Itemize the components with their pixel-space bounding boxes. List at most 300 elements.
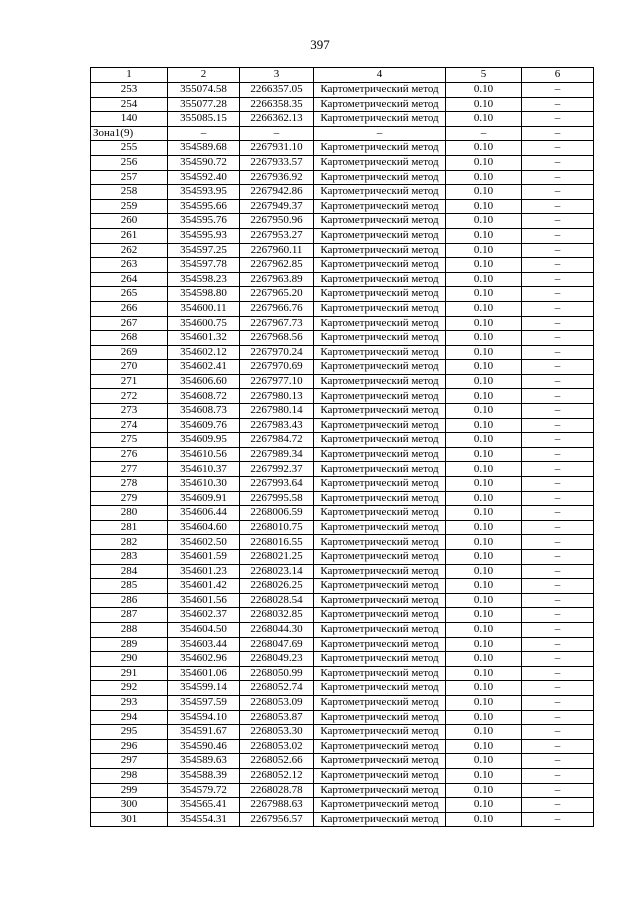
method-cell: Картометрический метод bbox=[314, 433, 446, 448]
table-row bbox=[91, 462, 594, 477]
point-number-cell: 287 bbox=[91, 608, 168, 623]
x-coordinate-cell: – bbox=[168, 126, 240, 141]
method-cell: Картометрический метод bbox=[314, 491, 446, 506]
description-cell: – bbox=[522, 258, 594, 273]
x-coordinate-cell: 354606.60 bbox=[168, 374, 240, 389]
method-cell: Картометрический метод bbox=[314, 374, 446, 389]
y-coordinate-cell: 2267953.27 bbox=[240, 228, 314, 243]
point-number-cell: 262 bbox=[91, 243, 168, 258]
table-row bbox=[91, 389, 594, 404]
method-cell: Картометрический метод bbox=[314, 798, 446, 813]
method-cell: Картометрический метод bbox=[314, 345, 446, 360]
table-row bbox=[91, 228, 594, 243]
x-coordinate-cell: 354610.30 bbox=[168, 477, 240, 492]
accuracy-cell: 0.10 bbox=[446, 185, 522, 200]
description-cell: – bbox=[522, 695, 594, 710]
y-coordinate-cell: 2268016.55 bbox=[240, 535, 314, 550]
description-cell: – bbox=[522, 228, 594, 243]
x-coordinate-cell: 354603.44 bbox=[168, 637, 240, 652]
x-coordinate-cell: 354589.63 bbox=[168, 754, 240, 769]
x-coordinate-cell: 354601.06 bbox=[168, 666, 240, 681]
x-coordinate-cell: 354601.56 bbox=[168, 593, 240, 608]
point-number-cell: 259 bbox=[91, 199, 168, 214]
y-coordinate-cell: 2268023.14 bbox=[240, 564, 314, 579]
method-cell: Картометрический метод bbox=[314, 593, 446, 608]
accuracy-cell: 0.10 bbox=[446, 316, 522, 331]
table-row bbox=[91, 652, 594, 667]
y-coordinate-cell: 2267931.10 bbox=[240, 141, 314, 156]
point-number-cell: 275 bbox=[91, 433, 168, 448]
description-cell: – bbox=[522, 783, 594, 798]
accuracy-cell: 0.10 bbox=[446, 433, 522, 448]
x-coordinate-cell: 354602.12 bbox=[168, 345, 240, 360]
accuracy-cell: 0.10 bbox=[446, 374, 522, 389]
accuracy-cell: 0.10 bbox=[446, 798, 522, 813]
x-coordinate-cell: 354602.37 bbox=[168, 608, 240, 623]
point-number-cell: 273 bbox=[91, 404, 168, 419]
y-coordinate-cell: 2267936.92 bbox=[240, 170, 314, 185]
x-coordinate-cell: 354579.72 bbox=[168, 783, 240, 798]
accuracy-cell: 0.10 bbox=[446, 199, 522, 214]
table-header-row bbox=[91, 68, 594, 83]
y-coordinate-cell: 2267956.57 bbox=[240, 812, 314, 827]
point-number-cell: 291 bbox=[91, 666, 168, 681]
y-coordinate-cell: 2267950.96 bbox=[240, 214, 314, 229]
accuracy-cell: 0.10 bbox=[446, 579, 522, 594]
accuracy-cell: 0.10 bbox=[446, 535, 522, 550]
y-coordinate-cell: 2267995.58 bbox=[240, 491, 314, 506]
table-row bbox=[91, 725, 594, 740]
y-coordinate-cell: 2268047.69 bbox=[240, 637, 314, 652]
table-row bbox=[91, 301, 594, 316]
description-cell: – bbox=[522, 725, 594, 740]
table-row bbox=[91, 477, 594, 492]
description-cell: – bbox=[522, 608, 594, 623]
accuracy-cell: 0.10 bbox=[446, 564, 522, 579]
method-cell: Картометрический метод bbox=[314, 243, 446, 258]
y-coordinate-cell: 2268050.99 bbox=[240, 666, 314, 681]
y-coordinate-cell: 2267977.10 bbox=[240, 374, 314, 389]
x-coordinate-cell: 354593.95 bbox=[168, 185, 240, 200]
table-row bbox=[91, 170, 594, 185]
table-row bbox=[91, 418, 594, 433]
description-cell: – bbox=[522, 564, 594, 579]
x-coordinate-cell: 354610.56 bbox=[168, 447, 240, 462]
y-coordinate-cell: 2268028.54 bbox=[240, 593, 314, 608]
x-coordinate-cell: 354608.72 bbox=[168, 389, 240, 404]
point-number-cell: 276 bbox=[91, 447, 168, 462]
description-cell: – bbox=[522, 83, 594, 98]
description-cell: – bbox=[522, 447, 594, 462]
method-cell: Картометрический метод bbox=[314, 418, 446, 433]
accuracy-cell: 0.10 bbox=[446, 550, 522, 565]
accuracy-cell: 0.10 bbox=[446, 155, 522, 170]
point-number-cell: 298 bbox=[91, 768, 168, 783]
y-coordinate-cell: – bbox=[240, 126, 314, 141]
point-number-cell: 281 bbox=[91, 520, 168, 535]
point-number-cell: 263 bbox=[91, 258, 168, 273]
point-number-cell: 288 bbox=[91, 622, 168, 637]
method-cell: Картометрический метод bbox=[314, 447, 446, 462]
description-cell: – bbox=[522, 243, 594, 258]
zone-label-cell: Зона1(9) bbox=[91, 126, 168, 141]
accuracy-cell: 0.10 bbox=[446, 622, 522, 637]
accuracy-cell: 0.10 bbox=[446, 768, 522, 783]
y-coordinate-cell: 2268053.02 bbox=[240, 739, 314, 754]
y-coordinate-cell: 2268053.30 bbox=[240, 725, 314, 740]
table-row bbox=[91, 798, 594, 813]
point-number-cell: 258 bbox=[91, 185, 168, 200]
page-number: 397 bbox=[310, 37, 330, 52]
column-header: 6 bbox=[522, 68, 594, 83]
description-cell: – bbox=[522, 170, 594, 185]
y-coordinate-cell: 2267967.73 bbox=[240, 316, 314, 331]
x-coordinate-cell: 354610.37 bbox=[168, 462, 240, 477]
accuracy-cell: 0.10 bbox=[446, 389, 522, 404]
description-cell: – bbox=[522, 768, 594, 783]
point-number-cell: 278 bbox=[91, 477, 168, 492]
description-cell: – bbox=[522, 360, 594, 375]
point-number-cell: 266 bbox=[91, 301, 168, 316]
column-header: 1 bbox=[91, 68, 168, 83]
accuracy-cell: 0.10 bbox=[446, 783, 522, 798]
accuracy-cell: 0.10 bbox=[446, 739, 522, 754]
description-cell: – bbox=[522, 287, 594, 302]
method-cell: Картометрический метод bbox=[314, 695, 446, 710]
method-cell: Картометрический метод bbox=[314, 754, 446, 769]
description-cell: – bbox=[522, 739, 594, 754]
point-number-cell: 269 bbox=[91, 345, 168, 360]
point-number-cell: 297 bbox=[91, 754, 168, 769]
point-number-cell: 294 bbox=[91, 710, 168, 725]
y-coordinate-cell: 2267980.14 bbox=[240, 404, 314, 419]
description-cell: – bbox=[522, 272, 594, 287]
y-coordinate-cell: 2267942.86 bbox=[240, 185, 314, 200]
accuracy-cell: 0.10 bbox=[446, 462, 522, 477]
y-coordinate-cell: 2267970.69 bbox=[240, 360, 314, 375]
table-row bbox=[91, 812, 594, 827]
y-coordinate-cell: 2267949.37 bbox=[240, 199, 314, 214]
accuracy-cell: 0.10 bbox=[446, 258, 522, 273]
point-number-cell: 280 bbox=[91, 506, 168, 521]
y-coordinate-cell: 2268021.25 bbox=[240, 550, 314, 565]
description-cell: – bbox=[522, 155, 594, 170]
y-coordinate-cell: 2267992.37 bbox=[240, 462, 314, 477]
x-coordinate-cell: 354600.75 bbox=[168, 316, 240, 331]
x-coordinate-cell: 354597.59 bbox=[168, 695, 240, 710]
accuracy-cell: 0.10 bbox=[446, 491, 522, 506]
y-coordinate-cell: 2268010.75 bbox=[240, 520, 314, 535]
table-row bbox=[91, 433, 594, 448]
y-coordinate-cell: 2268052.12 bbox=[240, 768, 314, 783]
table-row bbox=[91, 404, 594, 419]
table-row bbox=[91, 739, 594, 754]
point-number-cell: 292 bbox=[91, 681, 168, 696]
y-coordinate-cell: 2266358.35 bbox=[240, 97, 314, 112]
table-row bbox=[91, 185, 594, 200]
method-cell: Картометрический метод bbox=[314, 301, 446, 316]
x-coordinate-cell: 354599.14 bbox=[168, 681, 240, 696]
y-coordinate-cell: 2267984.72 bbox=[240, 433, 314, 448]
x-coordinate-cell: 354609.91 bbox=[168, 491, 240, 506]
accuracy-cell: 0.10 bbox=[446, 710, 522, 725]
x-coordinate-cell: 355085.15 bbox=[168, 112, 240, 127]
column-header: 3 bbox=[240, 68, 314, 83]
method-cell: Картометрический метод bbox=[314, 710, 446, 725]
accuracy-cell: 0.10 bbox=[446, 447, 522, 462]
table-row bbox=[91, 258, 594, 273]
y-coordinate-cell: 2267980.13 bbox=[240, 389, 314, 404]
method-cell: Картометрический метод bbox=[314, 258, 446, 273]
description-cell: – bbox=[522, 506, 594, 521]
method-cell: Картометрический метод bbox=[314, 477, 446, 492]
accuracy-cell: 0.10 bbox=[446, 754, 522, 769]
x-coordinate-cell: 354595.76 bbox=[168, 214, 240, 229]
point-number-cell: 268 bbox=[91, 331, 168, 346]
y-coordinate-cell: 2267965.20 bbox=[240, 287, 314, 302]
method-cell: Картометрический метод bbox=[314, 608, 446, 623]
table-body bbox=[91, 83, 594, 827]
method-cell: Картометрический метод bbox=[314, 564, 446, 579]
table-row bbox=[91, 214, 594, 229]
point-number-cell: 271 bbox=[91, 374, 168, 389]
description-cell: – bbox=[522, 710, 594, 725]
x-coordinate-cell: 354592.40 bbox=[168, 170, 240, 185]
point-number-cell: 277 bbox=[91, 462, 168, 477]
y-coordinate-cell: 2266362.13 bbox=[240, 112, 314, 127]
table-row bbox=[91, 316, 594, 331]
method-cell: Картометрический метод bbox=[314, 331, 446, 346]
point-number-cell: 289 bbox=[91, 637, 168, 652]
table-row bbox=[91, 360, 594, 375]
y-coordinate-cell: 2266357.05 bbox=[240, 83, 314, 98]
table-row bbox=[91, 199, 594, 214]
x-coordinate-cell: 354602.41 bbox=[168, 360, 240, 375]
description-cell: – bbox=[522, 520, 594, 535]
accuracy-cell: 0.10 bbox=[446, 228, 522, 243]
description-cell: – bbox=[522, 462, 594, 477]
description-cell: – bbox=[522, 301, 594, 316]
accuracy-cell: 0.10 bbox=[446, 170, 522, 185]
method-cell: Картометрический метод bbox=[314, 389, 446, 404]
x-coordinate-cell: 354598.80 bbox=[168, 287, 240, 302]
y-coordinate-cell: 2267993.64 bbox=[240, 477, 314, 492]
table-row bbox=[91, 126, 594, 141]
table-row bbox=[91, 622, 594, 637]
table-row bbox=[91, 243, 594, 258]
point-number-cell: 300 bbox=[91, 798, 168, 813]
point-number-cell: 270 bbox=[91, 360, 168, 375]
table-row bbox=[91, 637, 594, 652]
x-coordinate-cell: 354609.95 bbox=[168, 433, 240, 448]
method-cell: Картометрический метод bbox=[314, 666, 446, 681]
accuracy-cell: 0.10 bbox=[446, 418, 522, 433]
x-coordinate-cell: 354589.68 bbox=[168, 141, 240, 156]
method-cell: Картометрический метод bbox=[314, 185, 446, 200]
point-number-cell: 260 bbox=[91, 214, 168, 229]
x-coordinate-cell: 354590.46 bbox=[168, 739, 240, 754]
description-cell: – bbox=[522, 404, 594, 419]
table-row bbox=[91, 593, 594, 608]
description-cell: – bbox=[522, 331, 594, 346]
accuracy-cell: 0.10 bbox=[446, 652, 522, 667]
y-coordinate-cell: 2268032.85 bbox=[240, 608, 314, 623]
table-row bbox=[91, 155, 594, 170]
table-row bbox=[91, 506, 594, 521]
method-cell: Картометрический метод bbox=[314, 228, 446, 243]
point-number-cell: 253 bbox=[91, 83, 168, 98]
accuracy-cell: 0.10 bbox=[446, 243, 522, 258]
table-row bbox=[91, 287, 594, 302]
description-cell: – bbox=[522, 579, 594, 594]
table-row bbox=[91, 112, 594, 127]
method-cell: Картометрический метод bbox=[314, 462, 446, 477]
description-cell: – bbox=[522, 812, 594, 827]
table-row bbox=[91, 447, 594, 462]
accuracy-cell: 0.10 bbox=[446, 695, 522, 710]
table-row bbox=[91, 550, 594, 565]
table-row bbox=[91, 345, 594, 360]
description-cell: – bbox=[522, 374, 594, 389]
description-cell: – bbox=[522, 491, 594, 506]
method-cell: Картометрический метод bbox=[314, 404, 446, 419]
method-cell: Картометрический метод bbox=[314, 725, 446, 740]
x-coordinate-cell: 355074.58 bbox=[168, 83, 240, 98]
method-cell: Картометрический метод bbox=[314, 637, 446, 652]
description-cell: – bbox=[522, 681, 594, 696]
method-cell: Картометрический метод bbox=[314, 652, 446, 667]
y-coordinate-cell: 2267933.57 bbox=[240, 155, 314, 170]
point-number-cell: 279 bbox=[91, 491, 168, 506]
point-number-cell: 274 bbox=[91, 418, 168, 433]
y-coordinate-cell: 2268044.30 bbox=[240, 622, 314, 637]
method-cell: Картометрический метод bbox=[314, 681, 446, 696]
x-coordinate-cell: 354595.66 bbox=[168, 199, 240, 214]
table-row bbox=[91, 564, 594, 579]
description-cell: – bbox=[522, 754, 594, 769]
description-cell: – bbox=[522, 433, 594, 448]
description-cell: – bbox=[522, 418, 594, 433]
table-row bbox=[91, 331, 594, 346]
point-number-cell: 290 bbox=[91, 652, 168, 667]
method-cell: Картометрический метод bbox=[314, 170, 446, 185]
y-coordinate-cell: 2267970.24 bbox=[240, 345, 314, 360]
description-cell: – bbox=[522, 477, 594, 492]
column-header: 2 bbox=[168, 68, 240, 83]
point-number-cell: 254 bbox=[91, 97, 168, 112]
point-number-cell: 285 bbox=[91, 579, 168, 594]
description-cell: – bbox=[522, 97, 594, 112]
description-cell: – bbox=[522, 622, 594, 637]
x-coordinate-cell: 355077.28 bbox=[168, 97, 240, 112]
description-cell: – bbox=[522, 637, 594, 652]
point-number-cell: 299 bbox=[91, 783, 168, 798]
method-cell: Картометрический метод bbox=[314, 812, 446, 827]
x-coordinate-cell: 354595.93 bbox=[168, 228, 240, 243]
description-cell: – bbox=[522, 199, 594, 214]
table-row bbox=[91, 535, 594, 550]
accuracy-cell: 0.10 bbox=[446, 345, 522, 360]
x-coordinate-cell: 354588.39 bbox=[168, 768, 240, 783]
point-number-cell: 283 bbox=[91, 550, 168, 565]
table-row bbox=[91, 783, 594, 798]
description-cell: – bbox=[522, 666, 594, 681]
description-cell: – bbox=[522, 126, 594, 141]
x-coordinate-cell: 354601.42 bbox=[168, 579, 240, 594]
accuracy-cell: 0.10 bbox=[446, 360, 522, 375]
table-row bbox=[91, 666, 594, 681]
x-coordinate-cell: 354590.72 bbox=[168, 155, 240, 170]
description-cell: – bbox=[522, 593, 594, 608]
point-number-cell: 272 bbox=[91, 389, 168, 404]
method-cell: Картометрический метод bbox=[314, 360, 446, 375]
accuracy-cell: 0.10 bbox=[446, 637, 522, 652]
accuracy-cell: 0.10 bbox=[446, 97, 522, 112]
method-cell: Картометрический метод bbox=[314, 768, 446, 783]
method-cell: Картометрический метод bbox=[314, 272, 446, 287]
point-number-cell: 282 bbox=[91, 535, 168, 550]
y-coordinate-cell: 2267968.56 bbox=[240, 331, 314, 346]
point-number-cell: 255 bbox=[91, 141, 168, 156]
accuracy-cell: 0.10 bbox=[446, 272, 522, 287]
table-row bbox=[91, 374, 594, 389]
accuracy-cell: 0.10 bbox=[446, 83, 522, 98]
x-coordinate-cell: 354604.50 bbox=[168, 622, 240, 637]
point-number-cell: 267 bbox=[91, 316, 168, 331]
point-number-cell: 256 bbox=[91, 155, 168, 170]
method-cell: Картометрический метод bbox=[314, 214, 446, 229]
point-number-cell: 301 bbox=[91, 812, 168, 827]
table-row bbox=[91, 141, 594, 156]
table-row bbox=[91, 97, 594, 112]
method-cell: Картометрический метод bbox=[314, 199, 446, 214]
x-coordinate-cell: 354602.50 bbox=[168, 535, 240, 550]
description-cell: – bbox=[522, 345, 594, 360]
x-coordinate-cell: 354609.76 bbox=[168, 418, 240, 433]
method-cell: Картометрический метод bbox=[314, 535, 446, 550]
table-row bbox=[91, 681, 594, 696]
y-coordinate-cell: 2267962.85 bbox=[240, 258, 314, 273]
point-number-cell: 261 bbox=[91, 228, 168, 243]
x-coordinate-cell: 354601.32 bbox=[168, 331, 240, 346]
accuracy-cell: 0.10 bbox=[446, 214, 522, 229]
y-coordinate-cell: 2267963.89 bbox=[240, 272, 314, 287]
y-coordinate-cell: 2268026.25 bbox=[240, 579, 314, 594]
table-row bbox=[91, 768, 594, 783]
point-number-cell: 284 bbox=[91, 564, 168, 579]
x-coordinate-cell: 354591.67 bbox=[168, 725, 240, 740]
method-cell: – bbox=[314, 126, 446, 141]
accuracy-cell: 0.10 bbox=[446, 506, 522, 521]
description-cell: – bbox=[522, 535, 594, 550]
accuracy-cell: 0.10 bbox=[446, 666, 522, 681]
method-cell: Картометрический метод bbox=[314, 83, 446, 98]
x-coordinate-cell: 354601.23 bbox=[168, 564, 240, 579]
method-cell: Картометрический метод bbox=[314, 155, 446, 170]
point-number-cell: 293 bbox=[91, 695, 168, 710]
table-row bbox=[91, 491, 594, 506]
x-coordinate-cell: 354608.73 bbox=[168, 404, 240, 419]
table-row bbox=[91, 579, 594, 594]
method-cell: Картометрический метод bbox=[314, 520, 446, 535]
y-coordinate-cell: 2267983.43 bbox=[240, 418, 314, 433]
y-coordinate-cell: 2267966.76 bbox=[240, 301, 314, 316]
accuracy-cell: 0.10 bbox=[446, 520, 522, 535]
x-coordinate-cell: 354597.78 bbox=[168, 258, 240, 273]
x-coordinate-cell: 354594.10 bbox=[168, 710, 240, 725]
method-cell: Картометрический метод bbox=[314, 97, 446, 112]
x-coordinate-cell: 354597.25 bbox=[168, 243, 240, 258]
